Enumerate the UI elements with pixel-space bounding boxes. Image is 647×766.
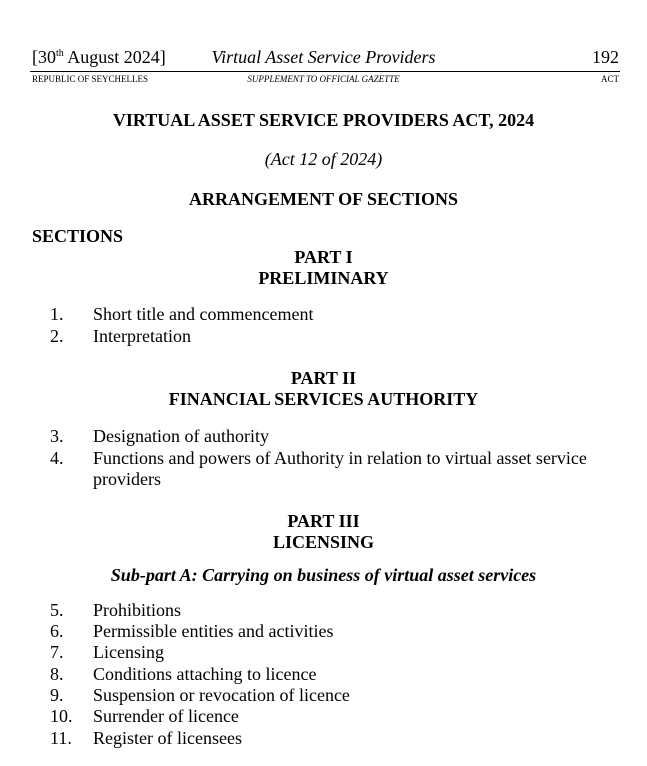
act-number: (Act 12 of 2024) [264, 149, 383, 169]
section-title: Prohibitions [93, 600, 182, 620]
section-number: 6. [50, 621, 64, 641]
section-number: 3. [50, 426, 64, 446]
section-title-continued: providers [93, 469, 161, 489]
arrangement-heading: ARRANGEMENT OF SECTIONS [188, 189, 459, 209]
section-number: 1. [50, 304, 64, 324]
section-title: Register of licensees [93, 728, 242, 748]
section-title: Conditions attaching to licence [93, 664, 317, 684]
section-title: Permissible entities and activities [93, 621, 334, 641]
section-title: Designation of authority [93, 426, 269, 446]
header-sub-center: SUPPLEMENT TO OFFICIAL GAZETTE [247, 74, 400, 84]
section-number: 8. [50, 664, 64, 684]
section-title: Interpretation [93, 326, 191, 346]
section-title: Licensing [93, 642, 164, 662]
header-date: [30th August 2024] [32, 47, 166, 67]
section-title: Functions and powers of Authority in relation to virtual asset service [93, 448, 587, 468]
part-title: FINANCIAL SERVICES AUTHORITY [168, 389, 479, 409]
act-title: VIRTUAL ASSET SERVICE PROVIDERS ACT, 2024 [112, 110, 535, 130]
part-title: PRELIMINARY [258, 268, 389, 288]
part-number: PART I [294, 247, 353, 267]
section-number: 11. [50, 728, 72, 748]
header-sub-right: ACT [601, 74, 619, 84]
section-title: Suspension or revocation of licence [93, 685, 350, 705]
header-sub-left: REPUBLIC OF SEYCHELLES [32, 74, 149, 84]
part-number: PART II [290, 368, 357, 388]
subpart-heading: Sub-part A: Carrying on business of virtual asset services [110, 565, 537, 585]
section-title: Surrender of licence [93, 706, 239, 726]
section-number: 4. [50, 448, 64, 468]
header-rule [30, 71, 620, 72]
header-running-title: Virtual Asset Service Providers [211, 47, 436, 67]
section-number: 2. [50, 326, 64, 346]
sections-label: SECTIONS [32, 226, 124, 246]
header-page-number: 192 [592, 47, 619, 67]
section-number: 10. [50, 706, 73, 726]
section-number: 5. [50, 600, 64, 620]
section-number: 7. [50, 642, 64, 662]
part-number: PART III [287, 511, 360, 531]
section-number: 9. [50, 685, 64, 705]
part-title: LICENSING [272, 532, 375, 552]
section-title: Short title and commencement [93, 304, 314, 324]
